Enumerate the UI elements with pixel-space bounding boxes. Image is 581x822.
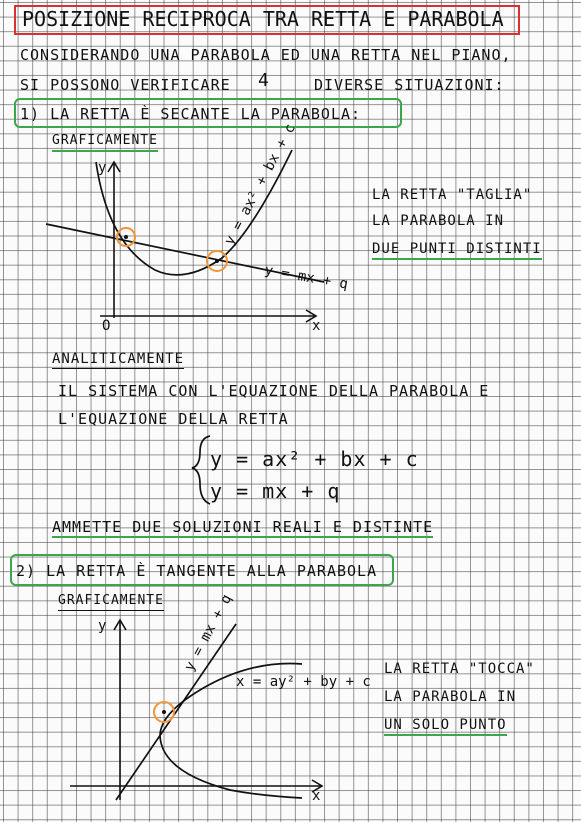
case1-axis-x-label: x xyxy=(312,318,321,334)
case2-tangent-line xyxy=(116,624,236,800)
case1-note-line-1: LA RETTA "TAGLIA" xyxy=(372,187,533,203)
case2-heading: 2) LA RETTA È TANGENTE ALLA PARABOLA xyxy=(16,562,378,580)
case2-note-line-3: UN SOLO PUNTO xyxy=(384,716,507,736)
case1-axis-y-label: y xyxy=(98,160,107,176)
case2-parabola-label: x = ay² + by + c xyxy=(236,674,371,690)
case1-graphic-label: GRAFICAMENTE xyxy=(52,132,158,152)
case2-point xyxy=(162,710,166,714)
case1-parabola-label: y = ax² + bx + c xyxy=(221,121,299,248)
case2-axis-y-label: y xyxy=(98,618,107,634)
case1-analytic-label: ANALITICAMENTE xyxy=(52,351,185,367)
intro-line-1: CONSIDERANDO UNA PARABOLA ED UNA RETTA NEL PIANO, xyxy=(20,46,512,64)
case1-conclusion: AMMETTE DUE SOLUZIONI REALI E DISTINTE xyxy=(52,518,434,536)
system-equation-2: y = mx + q xyxy=(210,479,341,503)
case1-analytic-line-2: L'EQUAZIONE DELLA RETTA xyxy=(58,410,289,428)
case1-note-line-2: LA PARABOLA IN xyxy=(372,213,505,229)
case1-heading: 1) LA RETTA È SECANTE LA PARABOLA: xyxy=(20,105,362,123)
intro-number: 4 xyxy=(258,70,270,91)
intro-line-2b: DIVERSE SITUAZIONI: xyxy=(314,76,505,94)
case2-line-label: y = mx + q xyxy=(181,591,236,674)
case1-origin-label: O xyxy=(102,318,111,334)
case1-analytic-line-1: IL SISTEMA CON L'EQUAZIONE DELLA PARABOLA E xyxy=(58,382,490,400)
case1-line-label: y = mx + q xyxy=(263,262,350,293)
case2-note-line-2: LA PARABOLA IN xyxy=(384,689,517,705)
case2-axis-x-label: x xyxy=(312,788,321,804)
system-equation-1: y = ax² + bx + c xyxy=(210,447,419,471)
case2-graphic-label: GRAFICAMENTE xyxy=(58,592,164,611)
case2-note-line-1: LA RETTA "TOCCA" xyxy=(384,661,535,677)
page-title: POSIZIONE RECIPROCA TRA RETTA E PARABOLA xyxy=(22,7,504,31)
intro-line-2a: SI POSSONO VERIFICARE xyxy=(20,76,231,94)
case1-note-line-3: DUE PUNTI DISTINTI xyxy=(372,240,542,260)
